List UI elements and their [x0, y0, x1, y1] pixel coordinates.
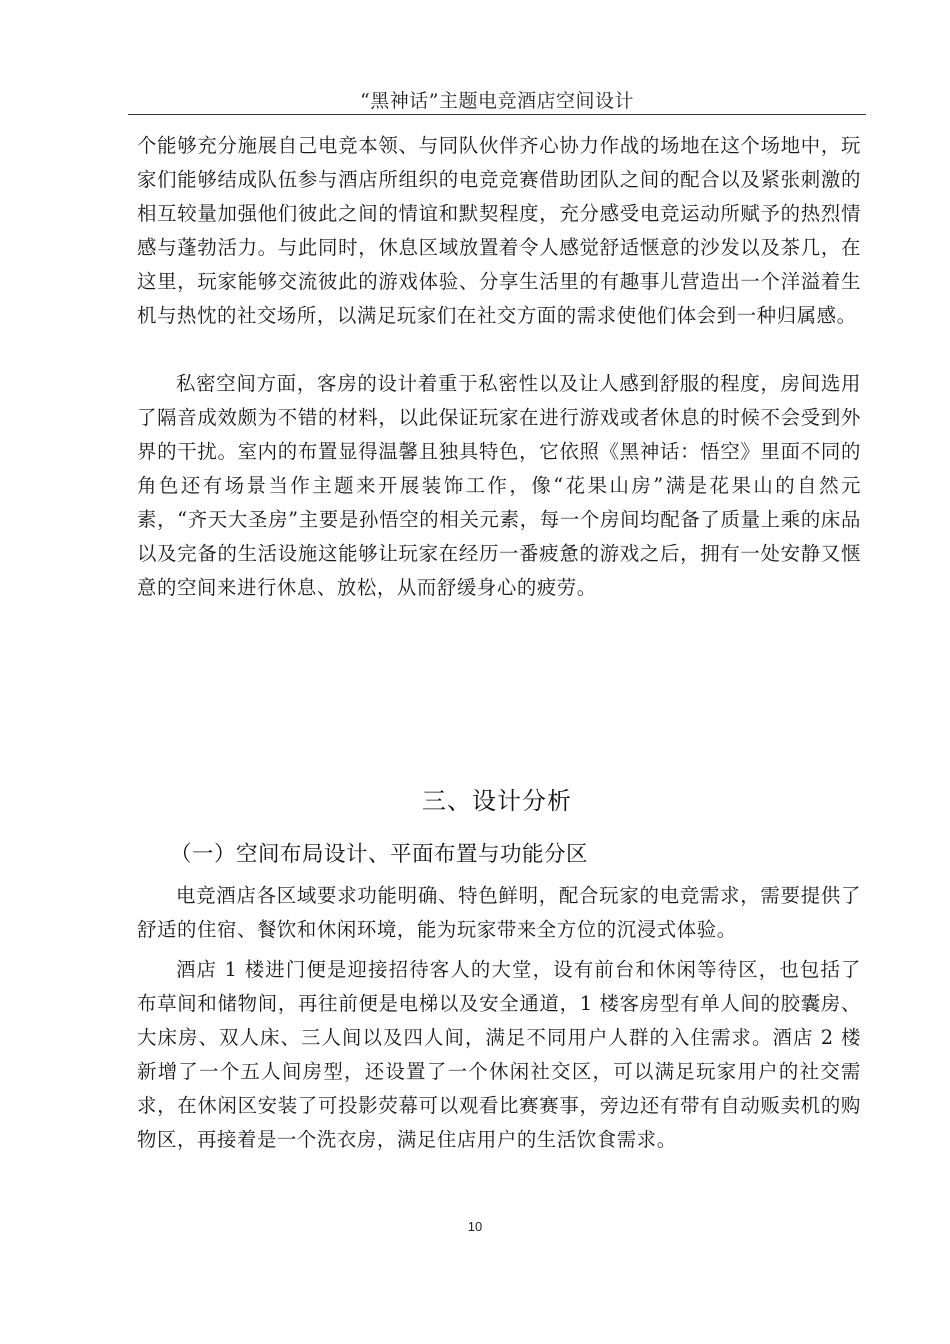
- body-paragraph-private-space: 私密空间方面，客房的设计着重于私密性以及让人感到舒服的程度，房间选用了隔音成效颇为不错的材料，以此保证玩家在进行游戏或者休息的时候不会受到外界的干扰。室内的布置显得温馨且独具特色，它依照《黑神话：悟空》里面不同的角色还有场景当作主题来开展装饰工作，像“花果山房”满是花果山的自然元素，“齐天大圣房”主要是孙悟空的相关元素，每一个房间均配备了质量上乘的床品以及完备的生活设施这能够让玩家在经历一番疲惫的游戏之后，拥有一处安静又惬意的空间来进行休息、放松，从而舒缓身心的疲劳。: [137, 372, 861, 599]
- header-title: “黑神话”主题电竞酒店空间设计: [360, 90, 634, 112]
- section-heading: 三、设计分析: [422, 787, 572, 815]
- body-paragraph-floor-layout: 酒店 1 楼进门便是迎接招待客人的大堂，设有前台和休闲等待区，也包括了布草间和储物间，再往前便是电梯以及安全通道，1 楼客房型有单人间的胶囊房、大床房、双人床、三人间以及四人间，满足不同用户人群的入住需求。酒店 2 楼新增了一个五人间房型，还设置了一个休闲社交区，可以满足玩家用户的社交需求，在休闲区安装了可投影荧幕可以观看比赛赛事，旁边还有带有自动贩卖机的购物区，再接着是一个洗衣房，满足住店用户的生活饮食需求。: [137, 958, 861, 1151]
- header-divider: [128, 114, 866, 115]
- body-paragraph-zoning-intro: 电竞酒店各区域要求功能明确、特色鲜明，配合玩家的电竞需求，需要提供了舒适的住宿、餐饮和休闲环境，能为玩家带来全方位的沉浸式体验。: [137, 884, 861, 941]
- subsection-heading: （一）空间布局设计、平面布置与功能分区: [170, 842, 589, 867]
- body-paragraph-continued: 个能够充分施展自己电竞本领、与同队伙伴齐心协力作战的场地在这个场地中，玩家们能够结成队伍参与酒店所组织的电竞竞赛借助团队之间的配合以及紧张刺激的相互较量加强他们彼此之间的情谊和默契程度，充分感受电竞运动所赋予的热烈情感与蓬勃活力。与此同时，休息区域放置着令人感觉舒适惬意的沙发以及茶几，在这里，玩家能够交流彼此的游戏体验、分享生活里的有趣事儿营造出一个洋溢着生机与热忱的社交场所，以满足玩家们在社交方面的需求使他们体会到一种归属感。: [137, 134, 861, 327]
- page-number: 10: [467, 1219, 483, 1234]
